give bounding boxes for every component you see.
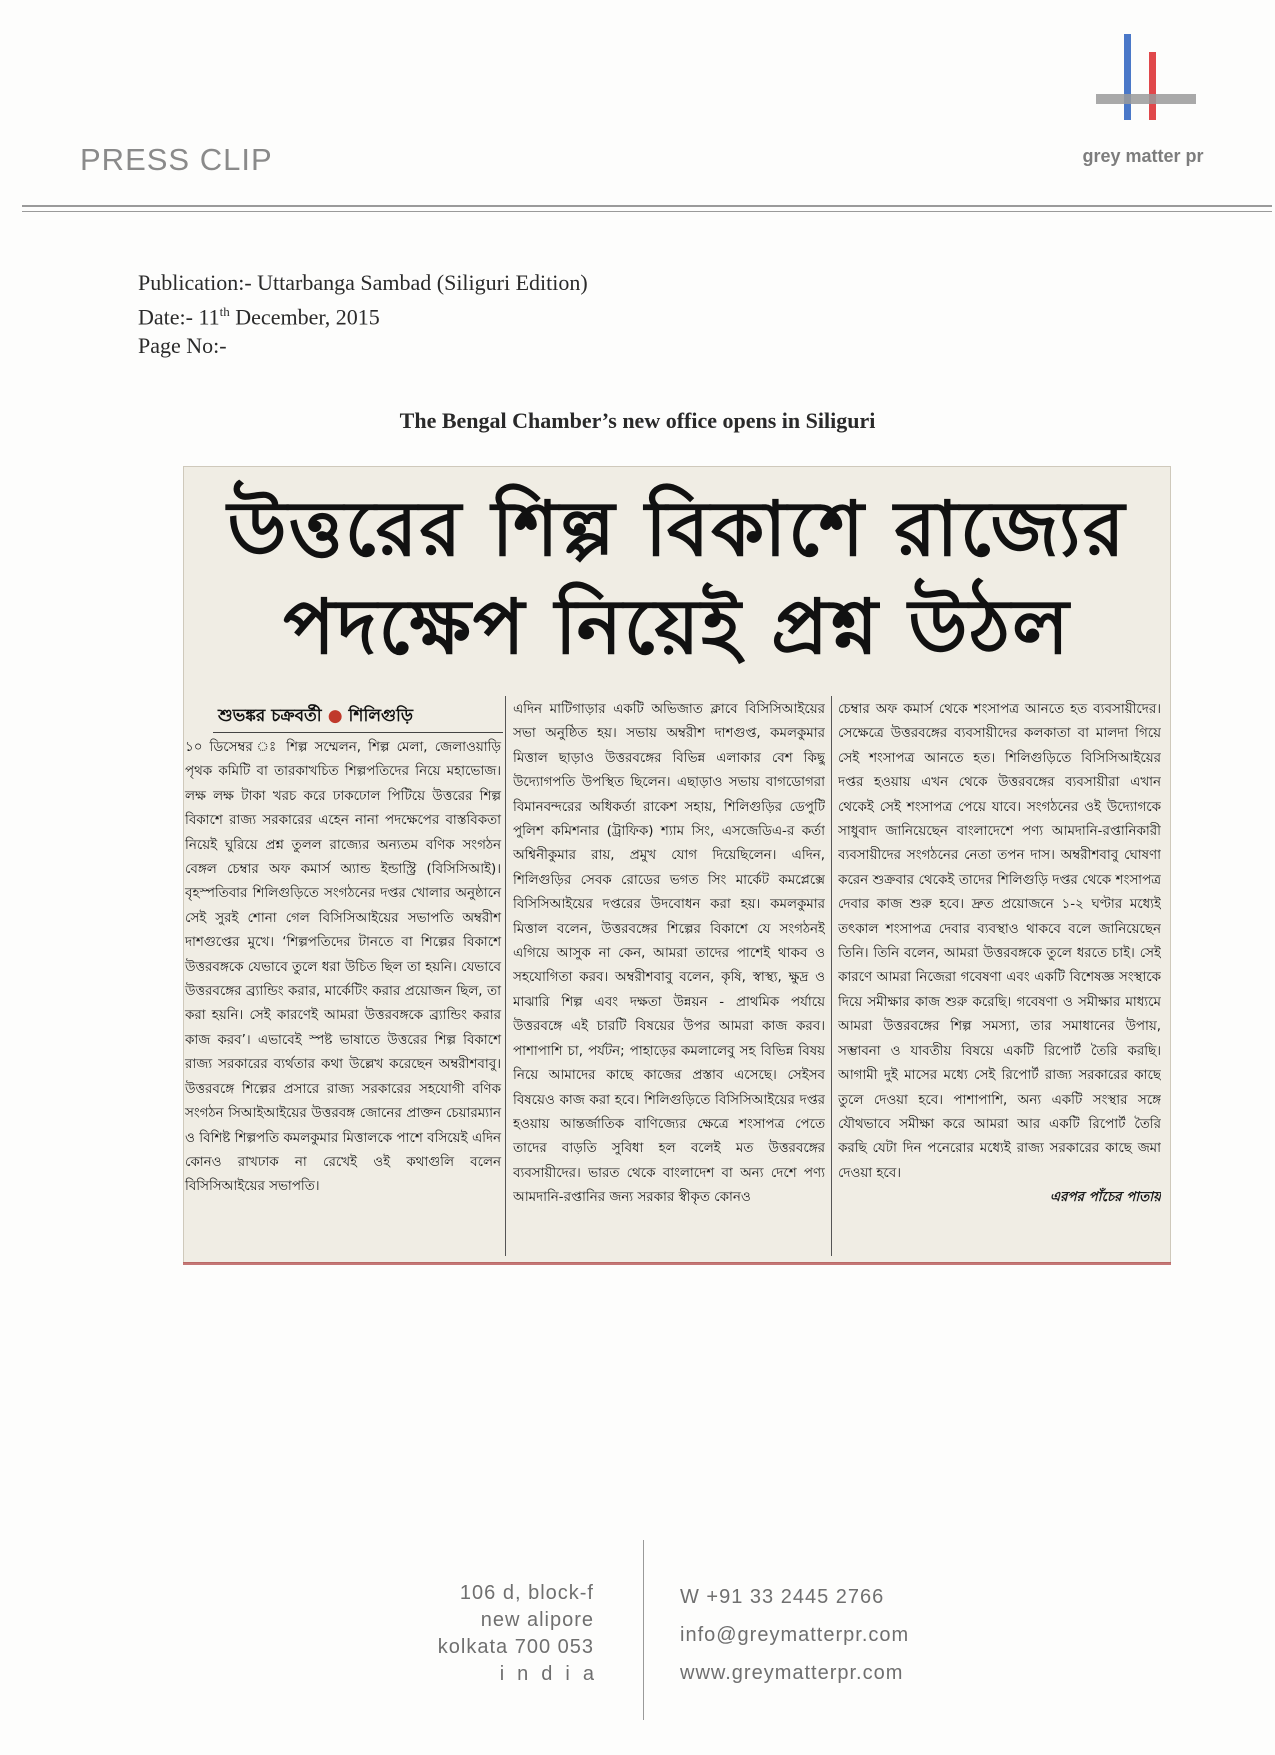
article-column-1: [183, 736, 507, 1258]
press-clip-label: PRESS CLIP: [80, 142, 273, 177]
footer-contact: [680, 1578, 909, 1692]
column-3-text: চেম্বার অফ কমার্স থেকে শংসাপত্র আনতে হত ব্যবসায়ীদের। সেক্ষেত্রে উত্তরবঙ্গের ব্যবসায়ীদের কলকাতা বা মালদা গিয়ে সেই শংসাপত্র আনতে হত। শিলিগুড়িতে বিসিসিআইয়ের দপ্তর হওয়ায় এখন থেকে উত্তরবঙ্গের ব্যবসায়ীরা এখান থেকেই সেই শংসাপত্র পেয়ে যাবে। সংগঠনের ওই উদ্যোগকে সাধুবাদ জানিয়েছেন বাংলাদেশে পণ্য আমদানি-রপ্তানিকারী ব্যবসায়ীদের সংগঠনের নেতা তপন দাস। অম্বরীশবাবু ঘোষণা করেন শুক্রবার থেকেই তাদের শিলিগুড়ি দপ্তর থেকে শংসাপত্র দেবার কাজ শুরু হবে। দ্রুত প্রয়োজনে ১-২ ঘণ্টার মধ্যেই তৎকাল শংসাপত্র দেবার ব্যবস্থাও থাকবে বলে জানিয়েছেন তিনি। তিনি বলেন, আমরা উত্তরবঙ্গকে তুলে ধরতে চাই। সেই কারণে আমরা নিজেরা গবেষণা এবং একটি বিশেষজ্ঞ সংস্থাকে দিয়ে সমীক্ষার কাজ শুরু করেছি। গবেষণা ও সমীক্ষার মাধ্যমে আমরা উত্তরবঙ্গের শিল্প সমস্যা, তার সমাধানের উপায়, সম্ভাবনা ও যাবতীয় বিষয়ে একটি রিপোর্ট তৈরি করছি। আগামী দুই মাসের মধ্যে সেই রিপোর্ট রাজ্য সরকারের কাছে তুলে দেওয়া হবে। পাশাপাশি, অন্য একটি সংস্থার সঙ্গে যৌথভাবে সমীক্ষা করে আমরা আর একটি রিপোর্ট তৈরি করছি যেটা দিন পনেরোর মধ্যেই রাজ্য সরকারের কাছে জমা দেওয়া হবে।: [838, 702, 1161, 1181]
headline-line-1: উত্তরের শিল্প বিকাশে রাজ্যের: [227, 484, 1127, 573]
column-2-text: এদিন মাটিগাড়ার একটি অভিজাত ক্লাবে বিসিসিআইয়ের সভা অনুষ্ঠিত হয়। সভায় অম্বরীশ দাশগুপ্ত, কমলকুমার মিত্তাল ছাড়াও উত্তরবঙ্গের বিভিন্ন এলাকার বেশ কিছু উদ্যোগপতি উপস্থিত ছিলেন। এছাড়াও সভায় বাগডোগরা বিমানবন্দরের অধিকর্তা রাকেশ সহায়, শিলিগুড়ির ডেপুটি পুলিশ কমিশনার (ট্রাফিক) শ্যাম সিং, এসজেডিএ-র কর্তা অশ্বিনীকুমার রায়, প্রমুখ যোগ দিয়েছিলেন। এদিন, শিলিগুড়ির সেবক রোডের ভগত সিং মার্কেট কমপ্লেক্সে বিসিসিআইয়ের দপ্তরের উদবোধন করা হয়। কমলকুমার মিত্তাল বলেন, উত্তরবঙ্গের শিল্পের বিকাশে যে সংগঠনই এগিয়ে আসুক না কেন, আমরা তাদের পাশেই থাকব ও সহযোগিতা করব। অম্বরীশবাবু বলেন, কৃষি, স্বাস্থ্য, ক্ষুদ্র ও মাঝারি শিল্প এবং দক্ষতা উন্নয়ন - প্রাথমিক পর্যায়ে উত্তরবঙ্গে এই চারটি বিষয়ের উপর আমরা কাজ করব। পাশাপাশি চা, পর্যটন; পাহাড়ের কমলালেবু সহ বিভিন্ন বিষয় নিয়ে আমাদের কাছে কাজের প্রস্তাব এসেছে। সেইসব বিষয়েও কাজ করা হবে। শিলিগুড়িতে বিসিসিআইয়ের দপ্তর হওয়ায় আন্তর্জাতিক বাণিজ্যের ক্ষেত্রে শংসাপত্র পেতে তাদের বাড়তি সুবিধা হল বলেই মত উত্তরবঙ্গের ব্যবসায়ীদের। ভারত থেকে বাংলাদেশ বা অন্য দেশে পণ্য আমদানি-রপ্তানির জন্য সরকার স্বীকৃত কোনও: [513, 702, 825, 1206]
logo-text: grey matter pr: [1082, 146, 1204, 166]
phone-number: W +91 33 2445 2766: [680, 1586, 885, 1608]
date-rest: December, 2015: [229, 304, 380, 330]
publication-line: Publication:- Uttarbanga Sambad (Siliguri Edition): [138, 270, 588, 295]
date-suffix-sup: th: [219, 304, 230, 319]
byline: [218, 703, 413, 731]
byline-rule: [213, 732, 503, 733]
byline-dot-icon: ●: [327, 706, 343, 726]
headline-line-2: পদক্ষেপ নিয়েই প্রশ্ন উঠল: [283, 582, 1071, 671]
date-prefix: Date:- 11: [138, 304, 220, 330]
footer-divider: [643, 1540, 644, 1720]
page-no-line: Page No:-: [138, 333, 227, 359]
continued-note: এরপর পাঁচের পাতায়: [1049, 1190, 1161, 1206]
column-divider: [831, 696, 832, 1256]
clipping-bottom-rule: [183, 1262, 1171, 1265]
publication-meta: [138, 268, 588, 360]
article-column-2: [513, 698, 825, 1258]
website-link[interactable]: www.greymatterpr.com: [680, 1662, 904, 1684]
column-1-text: ১০ ডিসেম্বর ঃ শিল্প সম্মেলন, শিল্প মেলা, জেলাওয়াড়ি পৃথক কমিটি বা তারকাখচিত শিল্পপতিদের নিয়ে মহাভোজ। লক্ষ লক্ষ টাকা খরচ করে ঢাকঢোল পিটিয়ে উত্তরের শিল্প বিকাশে রাজ্য সরকারের এহেন নানা পদক্ষেপের বাস্তবিকতা নিয়েই ঘুরিয়ে প্রশ্ন তুলল রাজ্যের অন্যতম বণিক সংগঠন বেঙ্গল চেম্বার অফ কমার্স অ্যান্ড ইন্ডাস্ট্রি (বিসিসিআই)। বৃহস্পতিবার শিলিগুড়িতে সংগঠনের দপ্তর খোলার অনুষ্ঠানে সেই সুরই শোনা গেল বিসিসিআইয়ের সভাপতি অম্বরীশ দাশগুপ্তের মুখে। ‘শিল্পপতিদের টানতে বা শিল্পের বিকাশে উত্তরবঙ্গকে যেভাবে তুলে ধরা উচিত ছিল তা হয়নি। যেভাবে উত্তরবঙ্গের ব্র্যান্ডিং করার, মার্কেটিং করার প্রয়োজন ছিল, তা করা হয়নি। সেই কারণেই আমরা উত্তরবঙ্গকে ব্র্যান্ডিং করার কাজ করব’। এভাবেই স্পষ্ট ভাষাতে উত্তরের শিল্প বিকাশে রাজ্য সরকারের ব্যর্থতার কথা উল্লেখ করেছেন অম্বরীশবাবু। উত্তরবঙ্গে শিল্পের প্রসারে রাজ্য সরকারের সহযোগী বণিক সংগঠন সিআইআইয়ের উত্তরবঙ্গ জোনের প্রাক্তন চেয়ারম্যান ও বিশিষ্ট শিল্পপতি কমলকুমার মিত্তালকে পাশে বসিয়েই এদিন কোনও রাখঢাক না রেখেই ওই কথাগুলি বলেন বিসিসিআইয়ের সভাপতি।: [185, 740, 501, 1195]
address-country: india: [499, 1663, 607, 1685]
header-rule-thin: [22, 211, 1272, 212]
header-rule: [22, 205, 1272, 207]
clip-title: The Bengal Chamber’s new office opens in Siliguri: [399, 408, 876, 433]
footer-address: [380, 1580, 607, 1688]
address-line: new alipore: [480, 1609, 594, 1631]
date-line: [138, 297, 588, 331]
article-column-3: [838, 698, 1161, 1258]
email-link[interactable]: info@greymatterpr.com: [680, 1624, 910, 1646]
address-line: kolkata 700 053: [437, 1636, 594, 1658]
grey-matter-logo-icon: [1090, 32, 1200, 132]
address-line: 106 d, block-f: [459, 1582, 594, 1604]
newspaper-clipping: [183, 466, 1171, 1263]
dateline-location: শিলিগুড়ি: [348, 706, 414, 726]
author-name: শুভঙ্কর চক্রবর্তী: [218, 706, 322, 726]
column-divider: [505, 696, 506, 1256]
